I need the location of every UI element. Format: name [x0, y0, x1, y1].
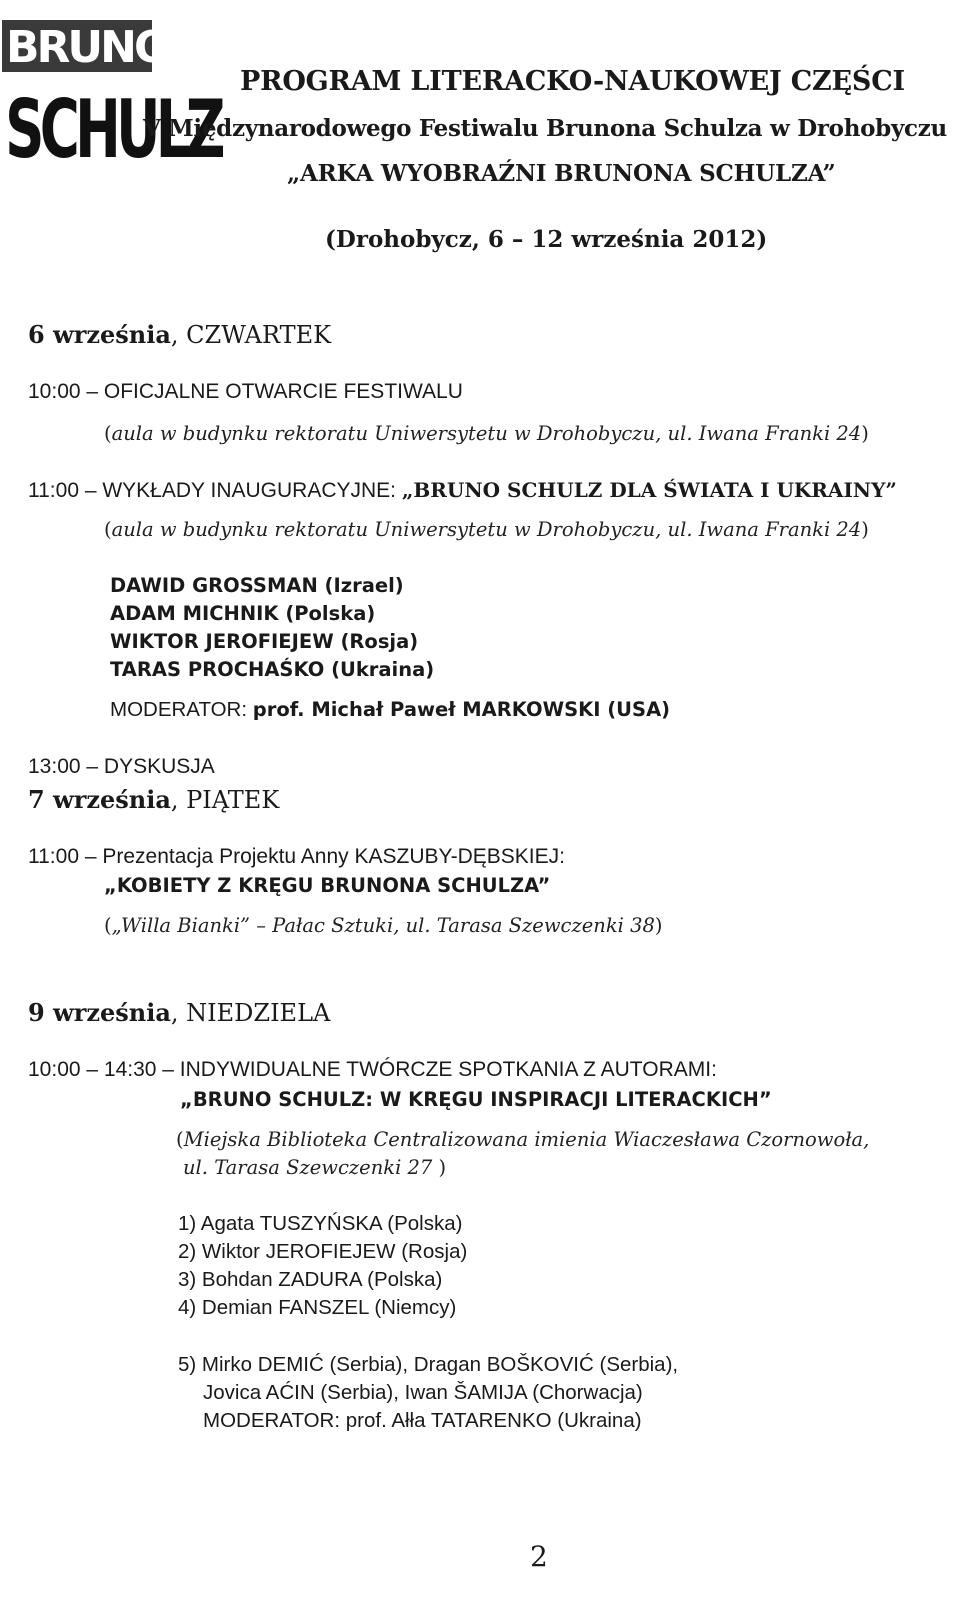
event-meetings-place-1: (Miejska Biblioteka Centralizowana imienia Wiaczesława Czornowoła,	[176, 1128, 870, 1151]
event-meetings-place-2: ul. Tarasa Szewczenki 27 )	[183, 1156, 447, 1179]
author-2: 2) Wiktor JEROFIEJEW (Rosja)	[178, 1240, 468, 1263]
event-lectures-place: (aula w budynku rektoratu Uniwersytetu w Drohobyczu, ul. Iwana Franki 24)	[104, 518, 869, 541]
event-meetings: 10:00 – 14:30 – INDYWIDUALNE TWÓRCZE SPOTKANIA Z AUTORAMI:	[28, 1058, 717, 1081]
speaker-3: WIKTOR JEROFIEJEW (Rosja)	[110, 630, 419, 653]
author-4: 4) Demian FANSZEL (Niemcy)	[178, 1296, 457, 1319]
moderator-line-1: MODERATOR: prof. Michał Paweł MARKOWSKI (USA)	[110, 698, 671, 721]
speaker-4: TARAS PROCHAŚKO (Ukraina)	[110, 658, 435, 681]
day-heading-3: 9 września, NIEDZIELA	[28, 998, 331, 1027]
event-presentation: 11:00 – Prezentacja Projektu Anny KASZUBY-DĘBSKIEJ:	[28, 845, 565, 868]
event-opening: 10:00 – OFICJALNE OTWARCIE FESTIWALU	[28, 380, 463, 403]
page-title: PROGRAM LITERACKO-NAUKOWEJ CZĘŚCI	[240, 66, 905, 97]
author-group-line-2: Jovica AĆIN (Serbia), Iwan ŠAMIJA (Chorwacja)	[203, 1381, 643, 1404]
event-discussion: 13:00 – DYSKUSJA	[28, 755, 215, 778]
day-heading-1: 6 września, CZWARTEK	[28, 320, 332, 349]
event-presentation-place: („Willa Bianki” – Pałac Sztuki, ul. Tarasa Szewczenki 38)	[104, 914, 663, 937]
author-1: 1) Agata TUSZYŃSKA (Polska)	[178, 1212, 463, 1235]
speaker-1: DAWID GROSSMAN (Izrael)	[110, 574, 404, 597]
event-meetings-title: „BRUNO SCHULZ: W KRĘGU INSPIRACJI LITERACKICH”	[180, 1088, 772, 1111]
event-opening-place: (aula w budynku rektoratu Uniwersytetu w Drohobyczu, ul. Iwana Franki 24)	[104, 422, 869, 445]
author-3: 3) Bohdan ZADURA (Polska)	[178, 1268, 443, 1291]
speaker-2: ADAM MICHNIK (Polska)	[110, 602, 376, 625]
logo-text-bruno: BRUNO	[6, 22, 169, 73]
day-heading-2: 7 września, PIĄTEK	[28, 785, 280, 814]
festival-dates: (Drohobycz, 6 – 12 września 2012)	[325, 226, 768, 253]
event-lectures: 11:00 – WYKŁADY INAUGURACYJNE: „BRUNO SCHULZ DLA ŚWIATA I UKRAINY”	[28, 478, 897, 502]
bruno-schulz-logo	[2, 2, 221, 178]
festival-name: „ARKA WYOBRAŹNI BRUNONA SCHULZA”	[287, 160, 836, 187]
page-number: 2	[530, 1540, 548, 1573]
author-group-line-1: 5) Mirko DEMIĆ (Serbia), Dragan BOŠKOVIĆ (Serbia),	[178, 1353, 679, 1376]
moderator-line-2: MODERATOR: prof. Ałła TATARENKO (Ukraina)	[203, 1409, 642, 1432]
logo-text-schulz: SCHULZ	[5, 83, 221, 178]
event-presentation-title: „KOBIETY Z KRĘGU BRUNONA SCHULZA”	[104, 874, 551, 897]
festival-subtitle: V Międzynarodowego Festiwalu Brunona Schulza w Drohobyczu	[143, 115, 947, 142]
